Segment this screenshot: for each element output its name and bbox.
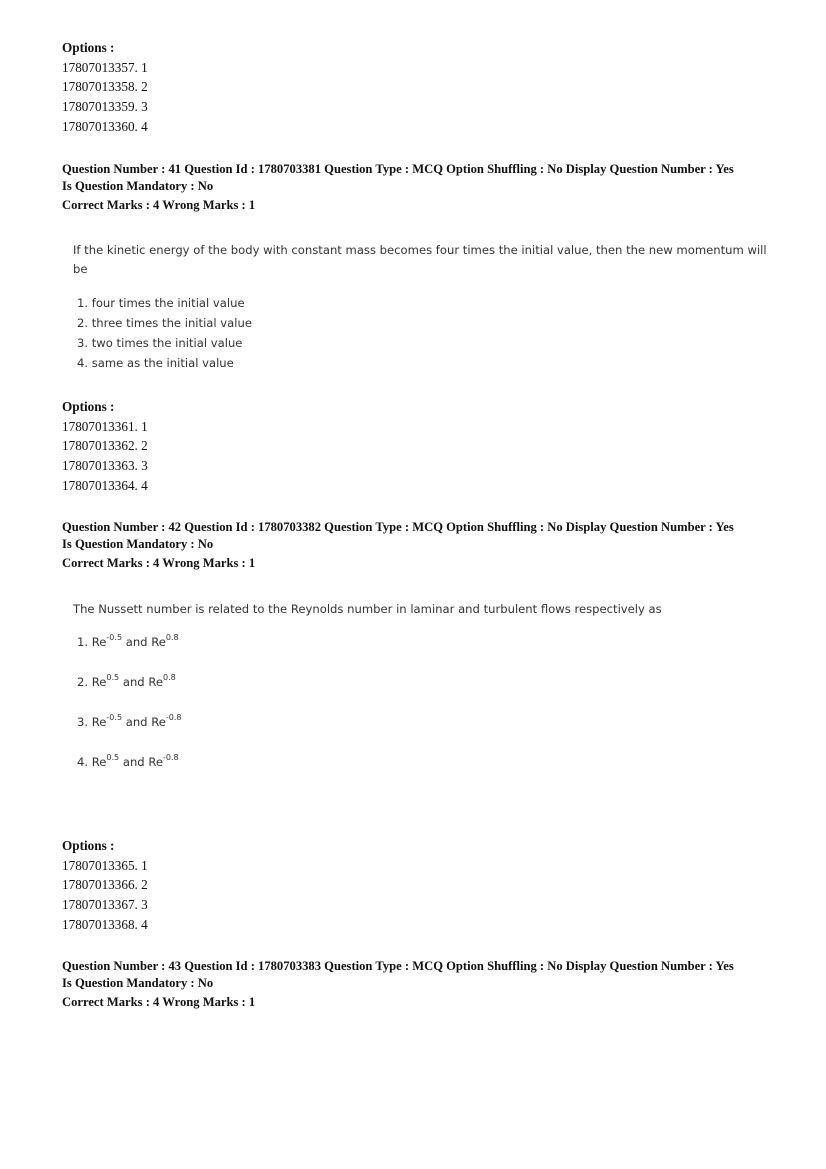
choice-label: 1. Re [77,634,107,649]
choice-4 [77,754,179,769]
options-header: Options : [62,838,115,853]
question-41-meta [62,161,782,213]
choice-label: and Re [119,754,164,769]
option-id: 17807013366. 2 [62,877,148,893]
exponent: -0.8 [165,713,182,722]
option-id: 17807013367. 3 [62,897,148,913]
choice-label: and Re [122,634,166,649]
exponent: 0.8 [165,633,179,642]
question-meta-line: Question Number : 41 Question Id : 1780703381 Question Type : MCQ Option Shuffling : No Display Question Number : Yes [62,162,734,176]
question-42-text: The Nussett number is related to the Reynolds number in laminar and turbulent flows respectively as [73,602,662,616]
question-meta-line: Question Number : 43 Question Id : 1780703383 Question Type : MCQ Option Shuffling : No Display Question Number : Yes [62,959,734,973]
exponent: -0.8 [163,753,179,762]
question-marks: Correct Marks : 4 Wrong Marks : 1 [62,994,256,1009]
choice-1 [77,634,179,649]
exponent: 0.5 [106,753,120,762]
exponent: -0.5 [106,633,123,642]
question-meta-line: Question Number : 42 Question Id : 1780703382 Question Type : MCQ Option Shuffling : No Display Question Number : Yes [62,520,734,534]
choice-label: 4. Re [77,754,107,769]
question-41-text [73,241,778,279]
question-mandatory: Is Question Mandatory : No [62,536,214,551]
question-text-line: be [73,262,88,276]
choice-1: 1. four times the initial value [77,296,245,310]
options-header: Options : [62,399,115,414]
question-42-meta [62,519,782,571]
option-id: 17807013357. 1 [62,59,148,75]
choice-label: 3. Re [77,714,107,729]
option-id: 17807013364. 4 [62,477,148,493]
option-id: 17807013363. 3 [62,458,148,474]
question-text-line: If the kinetic energy of the body with constant mass becomes four times the initial value, then the new momentum will [73,243,767,257]
choice-2 [77,674,176,689]
choice-4: 4. same as the initial value [77,356,234,370]
option-id: 17807013361. 1 [62,418,148,434]
choice-3 [77,714,182,729]
question-marks: Correct Marks : 4 Wrong Marks : 1 [62,197,256,212]
choice-2: 2. three times the initial value [77,316,252,330]
question-mandatory: Is Question Mandatory : No [62,178,214,193]
options-block-42 [62,836,148,935]
exponent: 0.8 [163,673,176,682]
choice-label: and Re [119,674,164,689]
choice-label: and Re [122,714,166,729]
option-id: 17807013358. 2 [62,79,148,95]
question-marks: Correct Marks : 4 Wrong Marks : 1 [62,555,256,570]
option-id: 17807013360. 4 [62,118,148,134]
option-id: 17807013365. 1 [62,857,148,873]
options-header: Options : [62,40,115,55]
option-id: 17807013359. 3 [62,99,148,115]
option-id: 17807013362. 2 [62,438,148,454]
question-mandatory: Is Question Mandatory : No [62,975,214,990]
exponent: 0.5 [106,673,120,682]
options-block-41 [62,397,148,496]
exponent: -0.5 [106,713,123,722]
option-id: 17807013368. 4 [62,916,148,932]
choice-3: 3. two times the initial value [77,336,243,350]
choice-label: 2. Re [77,674,107,689]
question-43-meta [62,958,782,1010]
options-block-40 [62,38,148,137]
